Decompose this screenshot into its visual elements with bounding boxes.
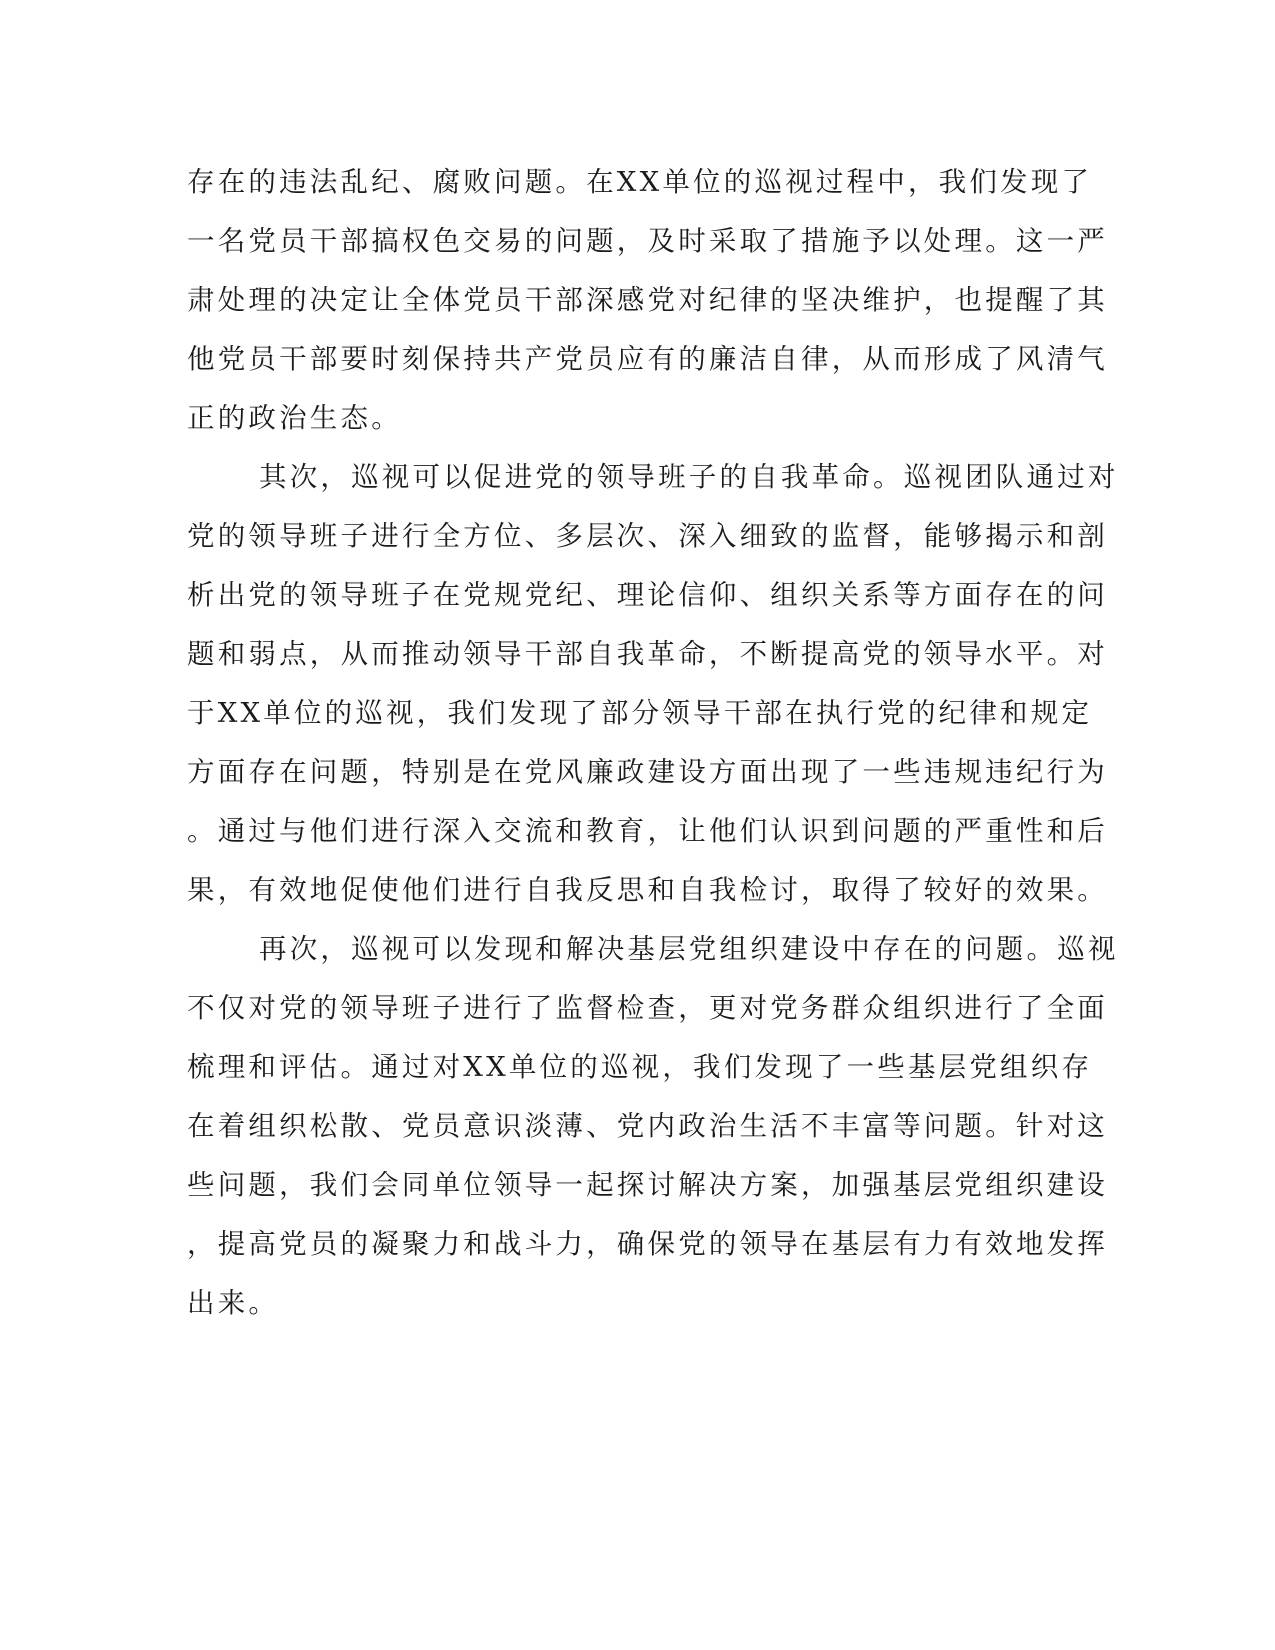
text-line: 析出党的领导班子在党规党纪、理论信仰、组织关系等方面存在的问 <box>187 579 1108 611</box>
text-line: 题和弱点，从而推动领导干部自我革命，不断提高党的领导水平。对 <box>187 638 1108 670</box>
text-line: 出来。 <box>187 1287 280 1319</box>
text-line: 一名党员干部搞权色交易的问题，及时采取了措施予以处理。这一严 <box>187 225 1108 257</box>
paragraph-first-line: 再次，巡视可以发现和解决基层党组织建设中存在的问题。巡视 <box>259 933 1119 965</box>
text-line: 在着组织松散、党员意识淡薄、党内政治生活不丰富等问题。针对这 <box>187 1110 1108 1142</box>
text-line: 不仅对党的领导班子进行了监督检查，更对党务群众组织进行了全面 <box>187 992 1108 1024</box>
text-line: 梳理和评估。通过对XX单位的巡视，我们发现了一些基层党组织存 <box>187 1051 1093 1083</box>
text-line: 些问题，我们会同单位领导一起探讨解决方案，加强基层党组织建设 <box>187 1169 1108 1201</box>
text-line: 。通过与他们进行深入交流和教育，让他们认识到问题的严重性和后 <box>187 815 1108 847</box>
text-line: 于XX单位的巡视，我们发现了部分领导干部在执行党的纪律和规定 <box>187 697 1093 729</box>
text-line: 正的政治生态。 <box>187 402 402 434</box>
text-line: ，提高党员的凝聚力和战斗力，确保党的领导在基层有力有效地发挥 <box>187 1228 1108 1260</box>
text-line: 存在的违法乱纪、腐败问题。在XX单位的巡视过程中，我们发现了 <box>187 166 1093 198</box>
paragraph-first-line: 其次，巡视可以促进党的领导班子的自我革命。巡视团队通过对 <box>259 461 1119 493</box>
text-line: 方面存在问题，特别是在党风廉政建设方面出现了一些违规违纪行为 <box>187 756 1108 788</box>
text-line: 党的领导班子进行全方位、多层次、深入细致的监督，能够揭示和剖 <box>187 520 1108 552</box>
text-line: 果，有效地促使他们进行自我反思和自我检讨，取得了较好的效果。 <box>187 874 1108 906</box>
text-line: 他党员干部要时刻保持共产党员应有的廉洁自律，从而形成了风清气 <box>187 343 1108 375</box>
text-line: 肃处理的决定让全体党员干部深感党对纪律的坚决维护，也提醒了其 <box>187 284 1108 316</box>
